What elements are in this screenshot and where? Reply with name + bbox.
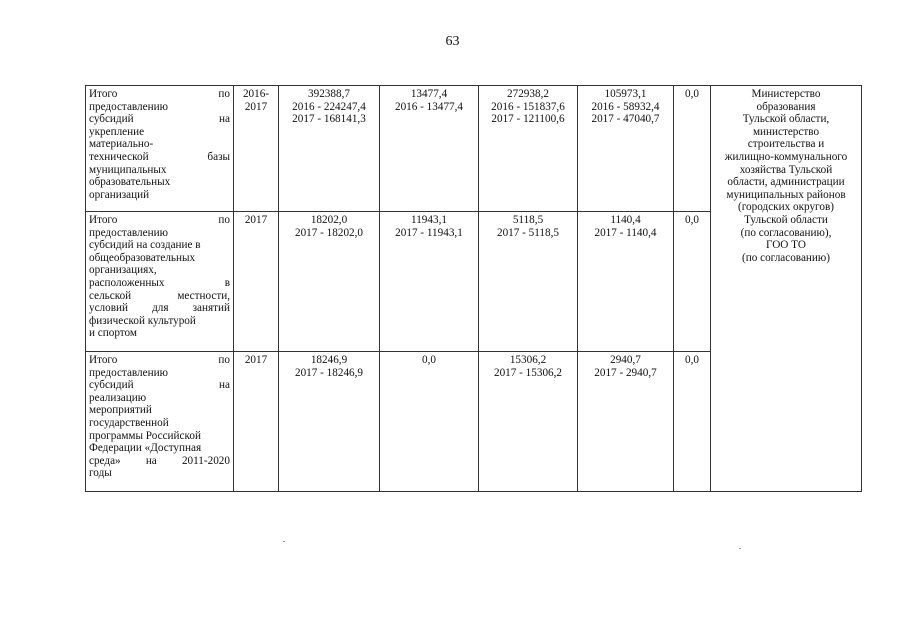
measure-name-word: сельской (89, 289, 132, 302)
amount-line: 2017 - 15306,2 (493, 366, 563, 379)
amount-line: 2940,7 (610, 354, 641, 366)
scan-speck (739, 548, 741, 549)
federal-budget-cell (380, 212, 479, 352)
amount-line: 2017 - 2940,7 (594, 366, 657, 379)
measure-name-cell (86, 352, 234, 492)
measure-name-word: Федерации «Доступная (89, 442, 202, 455)
executor-line: Тульской области, (742, 113, 830, 126)
measure-name-word: расположенных (89, 276, 165, 289)
measure-name-line (89, 354, 230, 367)
measure-name-word: технической (89, 150, 149, 163)
total-amount-cell (279, 212, 380, 352)
local-budget-cell (578, 352, 674, 492)
measure-name-line (89, 442, 230, 455)
federal-budget-cell (380, 352, 479, 492)
other-sources-cell: 0,0 (674, 86, 711, 212)
measure-name-word: среда» (89, 454, 121, 467)
measure-name-line (89, 164, 230, 177)
measure-name-word: предоставлению (89, 366, 168, 379)
measure-name-line (89, 302, 230, 315)
amount-line: 2017 - 18246,9 (294, 366, 364, 379)
measure-name-line (89, 455, 230, 468)
measure-name-word: для (152, 302, 169, 315)
measure-name-word: на (219, 113, 230, 126)
period-line: 2017 (244, 100, 268, 113)
measure-name-word: занятий (192, 302, 230, 315)
measure-name-line (89, 315, 230, 328)
measure-name-line (89, 151, 230, 164)
period-cell (234, 212, 279, 352)
amount-line: 2017 - 11943,1 (395, 226, 463, 239)
regional-budget-cell (479, 352, 578, 492)
measure-name-line (89, 392, 230, 405)
measure-name-line (89, 176, 230, 189)
local-budget-cell (578, 86, 674, 212)
measure-name-line (89, 214, 230, 227)
executor-line: муниципальных районов (726, 188, 846, 201)
amount-line: 2016 - 13477,4 (394, 100, 464, 113)
measure-name-word: по (218, 88, 230, 100)
period-line: 2017 (244, 214, 268, 226)
measure-name-line (89, 113, 230, 126)
measure-name-line (89, 189, 230, 202)
period-cell (234, 352, 279, 492)
measure-name-word: базы (207, 150, 230, 163)
amount-line: 272938,2 (507, 88, 549, 100)
table-row (86, 86, 862, 212)
total-amount-cell (279, 86, 380, 212)
measure-name-cell (86, 212, 234, 352)
executor-line: (по согласованию), (740, 226, 832, 239)
executor-line: хозяйства Тульской (739, 163, 833, 176)
amount-line: 2017 - 5118,5 (496, 226, 560, 239)
measure-name-word: программы Российской (89, 429, 201, 442)
measure-name-line (89, 467, 230, 480)
amount-line: 2016 - 58932,4 (591, 100, 660, 113)
amount-line: 2017 - 168141,3 (292, 113, 366, 126)
measure-name-line (89, 430, 230, 443)
executor-line: министерство (752, 125, 820, 138)
measure-name-word: субсидий на создание в (89, 239, 201, 252)
executor-line: ГОО ТО (766, 239, 806, 252)
measure-name-word: субсидий (89, 113, 134, 126)
measure-name-word: на (219, 379, 230, 392)
measure-name-word: Итого (89, 88, 118, 100)
amount-line: 2017 - 121100,6 (491, 113, 565, 126)
executor-line: жилищно-коммунального (724, 150, 848, 163)
executor-line: (городских округов) (738, 201, 834, 214)
measure-name-word: местности, (177, 289, 230, 302)
amount-line: 2016 - 224247,4 (292, 100, 366, 113)
measure-name-word: организациях, (89, 264, 157, 277)
period-line: 2017 (244, 354, 268, 366)
measure-name-line (89, 379, 230, 392)
amount-line: 105973,1 (604, 88, 647, 100)
regional-budget-cell (479, 212, 578, 352)
measure-name-line (89, 264, 230, 277)
measure-name-line (89, 239, 230, 252)
measure-name-word: предоставлению (89, 226, 168, 239)
amount-line: 18202,0 (310, 214, 348, 226)
measure-name-line (89, 227, 230, 240)
amount-line: 0,0 (422, 354, 436, 366)
measure-name-line (89, 138, 230, 151)
other-sources-cell: 0,0 (674, 352, 711, 492)
measure-name-word: по (218, 354, 230, 366)
measure-name-line (89, 367, 230, 380)
measure-name-word: годы (89, 467, 112, 480)
period-line: 2016- (242, 88, 270, 100)
measure-name-word: физической культурой (89, 314, 196, 327)
measure-name-word: предоставлению (89, 100, 168, 113)
amount-line: 18246,9 (310, 354, 348, 366)
measure-name-line (89, 327, 230, 340)
measure-name-word: материально- (89, 138, 154, 151)
executor-line: образования (756, 100, 816, 113)
amount-line: 2017 - 1140,4 (594, 226, 657, 239)
scan-speck (283, 541, 285, 542)
other-sources-cell: 0,0 (674, 212, 711, 352)
regional-budget-cell (479, 86, 578, 212)
measure-name-word: субсидий (89, 379, 134, 392)
measure-name-line (89, 252, 230, 265)
measure-name-line (89, 101, 230, 114)
measure-name-word: общеобразовательных (89, 251, 196, 264)
measure-name-word: по (218, 214, 230, 226)
measure-name-cell (86, 86, 234, 212)
measure-name-word: 2011-2020 (181, 454, 230, 467)
measure-name-line (89, 404, 230, 417)
measure-name-line (89, 417, 230, 430)
local-budget-cell (578, 212, 674, 352)
amount-line: 2017 - 18202,0 (294, 226, 364, 239)
measure-name-line (89, 88, 230, 101)
measure-name-word: условий (89, 302, 128, 315)
amount-line: 392388,7 (308, 88, 350, 100)
measure-name-word: муниципальных (89, 163, 167, 176)
responsible-executor-cell (711, 86, 862, 492)
federal-budget-cell (380, 86, 479, 212)
period-cell (234, 86, 279, 212)
measure-name-word: и спортом (89, 327, 137, 340)
measure-name-line (89, 290, 230, 303)
measure-name-line (89, 277, 230, 290)
amount-line: 5118,5 (512, 214, 544, 226)
page-number: 63 (445, 34, 460, 49)
measure-name-word: мероприятий (89, 404, 152, 417)
executor-line: строительства и (747, 138, 825, 151)
executor-line: Министерство (751, 88, 821, 100)
executor-line: области, администрации (727, 176, 845, 189)
budget-table (85, 85, 862, 492)
executor-line: (по согласованию) (742, 251, 830, 264)
measure-name-word: в (224, 276, 230, 289)
amount-line: 15306,2 (509, 354, 547, 366)
measure-name-word: реализацию (89, 391, 147, 404)
amount-line: 13477,4 (410, 88, 448, 100)
amount-line: 1140,4 (610, 214, 641, 226)
measure-name-word: укрепление (89, 125, 145, 138)
measure-name-word: государственной (89, 416, 169, 429)
measure-name-word: организаций (89, 188, 150, 201)
executor-line: Тульской области (744, 213, 828, 226)
amount-line: 2017 - 47040,7 (591, 113, 660, 126)
measure-name-word: на (145, 454, 157, 467)
measure-name-word: Итого (89, 354, 118, 366)
amount-line: 2016 - 151837,6 (491, 100, 565, 113)
measure-name-word: образовательных (89, 176, 171, 189)
amount-line: 11943,1 (411, 214, 447, 226)
total-amount-cell (279, 352, 380, 492)
measure-name-word: Итого (89, 214, 118, 226)
measure-name-line (89, 126, 230, 139)
